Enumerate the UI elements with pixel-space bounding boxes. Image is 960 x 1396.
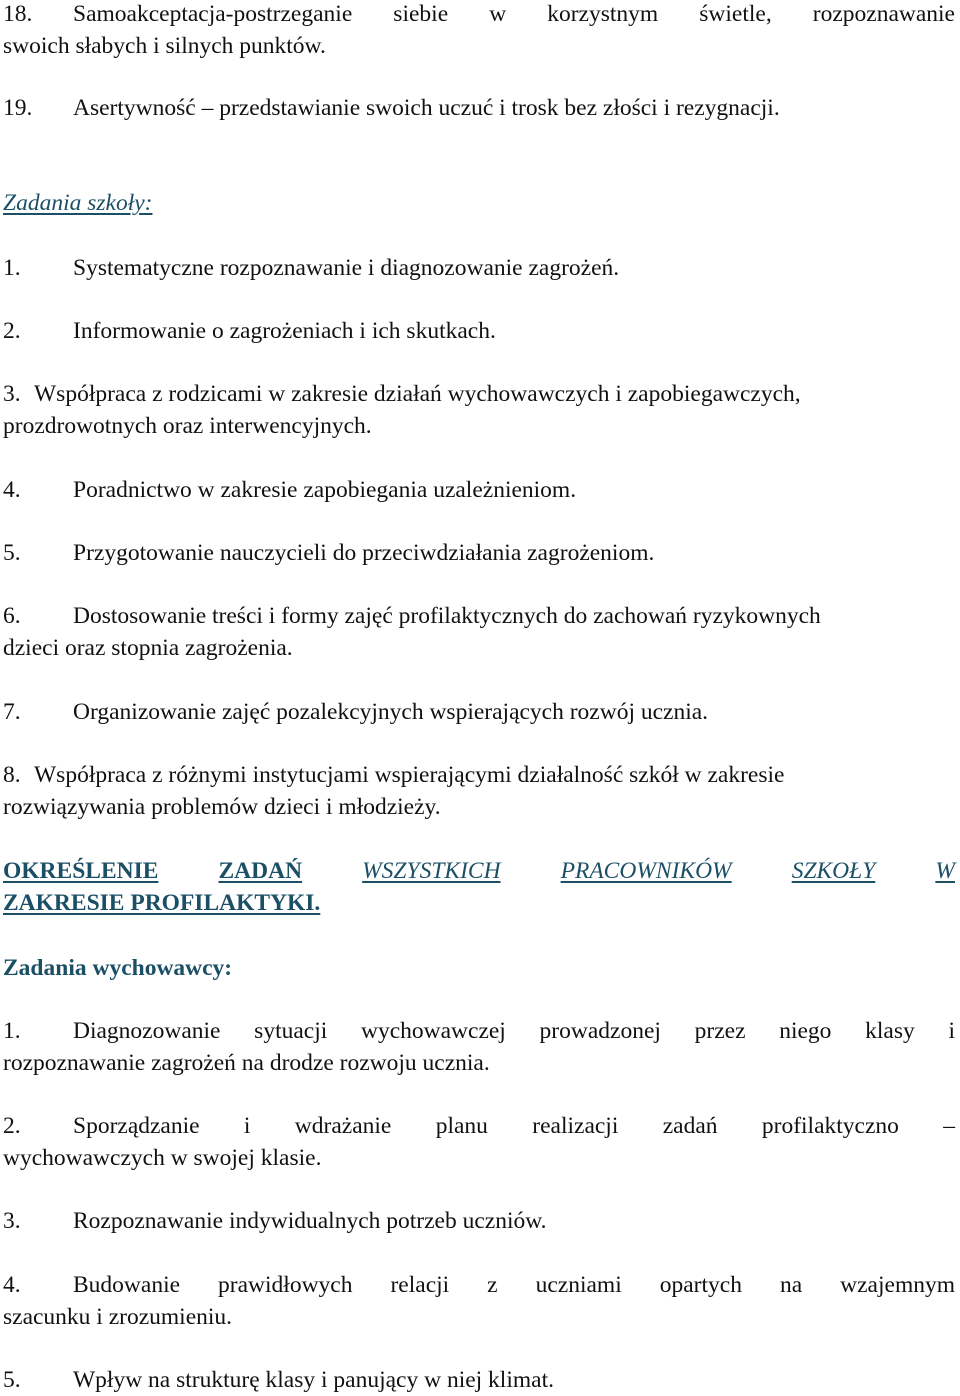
item-number: 8. xyxy=(3,762,21,788)
item-number: 2. xyxy=(3,318,21,344)
subsection-heading: Zadania wychowawcy: xyxy=(3,955,233,981)
item-text: Przygotowanie nauczycieli do przeciwdziałania zagrożeniom. xyxy=(73,540,655,566)
item-text-continuation: rozwiązywania problemów dzieci i młodzieży. xyxy=(3,794,441,820)
list-item xyxy=(3,1015,955,1047)
section-title-word: ZADAŃ xyxy=(218,858,303,884)
list-item xyxy=(3,315,955,347)
list-item xyxy=(3,1205,955,1237)
section-heading: Zadania szkoły: xyxy=(3,190,153,216)
item-text: Systematyczne rozpoznawanie i diagnozowanie zagrożeń. xyxy=(73,255,620,281)
item-text: Wpływ na strukturę klasy i panujący w niej klimat. xyxy=(73,1367,554,1393)
item-number: 4. xyxy=(3,1272,21,1298)
item-number: 19. xyxy=(3,95,33,121)
item-text-continuation: szacunku i zrozumieniu. xyxy=(3,1304,233,1330)
list-item xyxy=(3,1110,955,1142)
list-item xyxy=(3,252,955,284)
item-text: Asertywność – przedstawianie swoich uczuć i trosk bez złości i rezygnacji. xyxy=(73,95,780,121)
item-text-continuation: rozpoznawanie zagrożeń na drodze rozwoju ucznia. xyxy=(3,1050,490,1076)
item-text: Rozpoznawanie indywidualnych potrzeb uczniów. xyxy=(73,1208,547,1234)
item-number: 1. xyxy=(3,1018,21,1044)
list-item xyxy=(3,537,955,569)
section-title-word: SZKOŁY xyxy=(791,858,876,884)
item-text-continuation: swoich słabych i silnych punktów. xyxy=(3,33,326,59)
list-item xyxy=(3,696,955,728)
item-text-continuation: dzieci oraz stopnia zagrożenia. xyxy=(3,635,293,661)
item-number: 7. xyxy=(3,699,21,725)
item-text-continuation: wychowawczych w swojej klasie. xyxy=(3,1145,322,1171)
item-text: Sporządzanie i wdrażanie planu realizacji zadań profilaktyczno – xyxy=(73,1113,955,1139)
section-title-word: OKREŚLENIE xyxy=(3,858,159,884)
list-item xyxy=(3,92,955,124)
item-number: 4. xyxy=(3,477,21,503)
item-text: Organizowanie zajęć pozalekcyjnych wspierających rozwój ucznia. xyxy=(73,699,709,725)
item-number: 5. xyxy=(3,1367,21,1393)
item-number: 6. xyxy=(3,603,21,629)
section-title-word: WSZYSTKICH xyxy=(362,858,501,884)
list-item xyxy=(3,600,955,632)
item-number: 3. xyxy=(3,1208,21,1234)
item-text: Diagnozowanie sytuacji wychowawczej prowadzonej przez niego klasy i xyxy=(73,1018,955,1044)
item-number: 5. xyxy=(3,540,21,566)
item-text: Dostosowanie treści i formy zajęć profilaktycznych do zachowań ryzykownych xyxy=(73,603,821,629)
list-item xyxy=(3,1269,955,1301)
section-title-word: W xyxy=(935,858,955,884)
item-text-continuation: prozdrowotnych oraz interwencyjnych. xyxy=(3,413,372,439)
list-item xyxy=(3,474,955,506)
list-item xyxy=(3,759,955,791)
item-text: Współpraca z różnymi instytucjami wspierającymi działalność szkół w zakresie xyxy=(34,762,785,788)
section-title xyxy=(3,855,955,887)
item-number: 2. xyxy=(3,1113,21,1139)
section-title-word: PRACOWNIKÓW xyxy=(560,858,732,884)
item-text: Współpraca z rodzicami w zakresie działań wychowawczych i zapobiegawczych, xyxy=(34,381,801,407)
item-text: Informowanie o zagrożeniach i ich skutkach. xyxy=(73,318,496,344)
item-text: Budowanie prawidłowych relacji z uczniami opartych na wzajemnym xyxy=(73,1272,955,1298)
list-item xyxy=(3,0,955,30)
item-text: Poradnictwo w zakresie zapobiegania uzależnieniom. xyxy=(73,477,577,503)
list-item xyxy=(3,1364,955,1396)
list-item xyxy=(3,378,955,410)
item-number: 1. xyxy=(3,255,21,281)
section-title-line2: ZAKRESIE PROFILAKTYKI. xyxy=(3,890,321,916)
item-text: Samoakceptacja-postrzeganie siebie w korzystnym świetle, rozpoznawanie xyxy=(73,1,955,27)
item-number: 3. xyxy=(3,381,21,407)
item-number: 18. xyxy=(3,1,33,27)
